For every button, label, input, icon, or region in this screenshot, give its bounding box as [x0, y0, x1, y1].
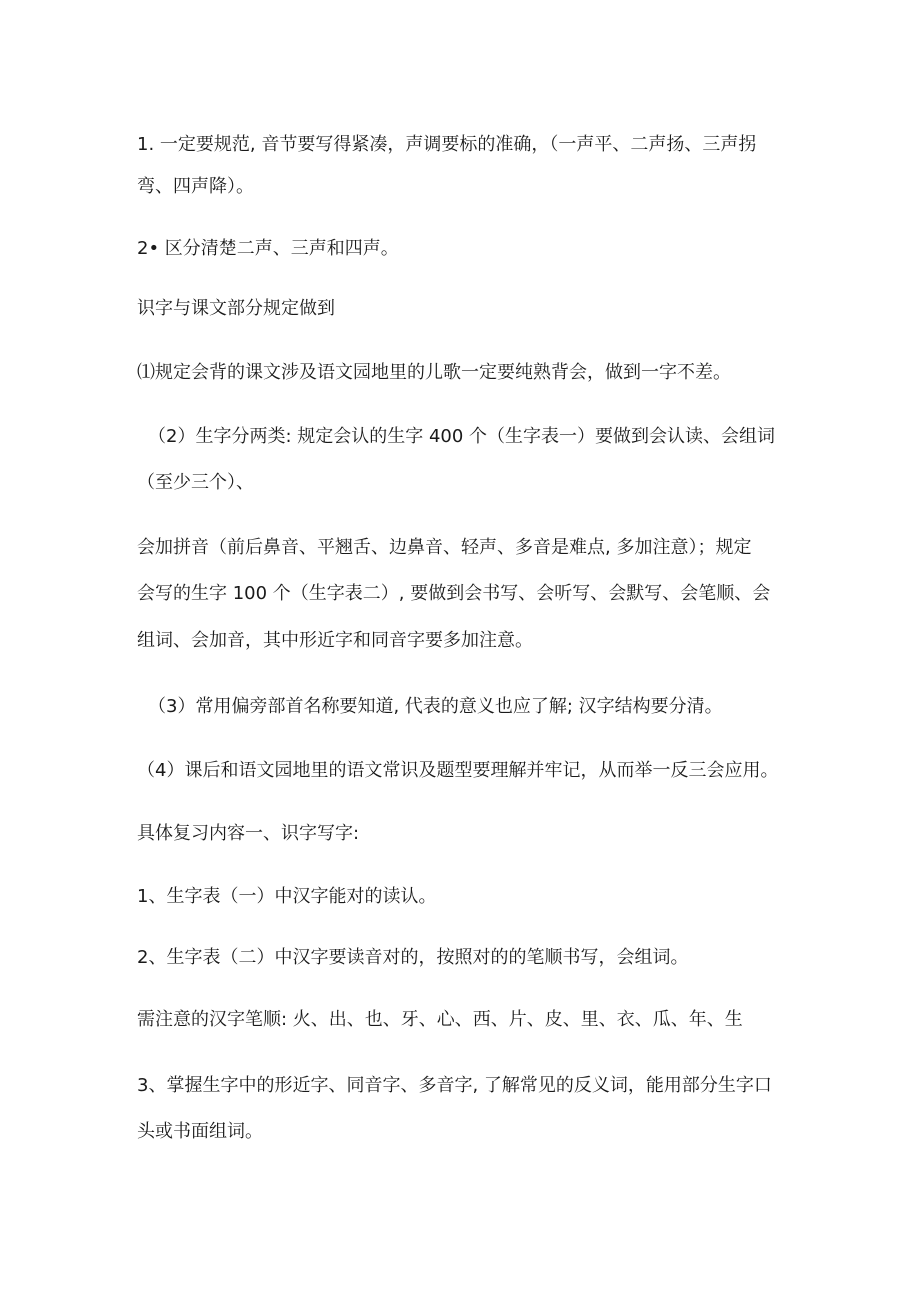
- text-line: 会写的生字 100 个（生字表二）, 要做到会书写、会听写、会默写、会笔顺、会: [137, 583, 771, 604]
- text-line: 组词、会加音，其中形近字和同音字要多加注意。: [137, 630, 533, 651]
- text-line: 3、掌握生字中的形近字、同音字、多音字, 了解常见的反义词，能用部分生字口: [137, 1075, 772, 1096]
- section-heading: 具体复习内容一、识字写字:: [137, 823, 360, 844]
- text-line: （4）课后和语文园地里的语文常识及题型要理解并牢记，从而举一反三会应用。: [137, 760, 779, 781]
- text-line: 2、生字表（二）中汉字要读音对的，按照对的的笔顺书写，会组词。: [137, 947, 689, 968]
- text-line: （至少三个）、: [137, 472, 254, 493]
- section-heading: 识字与课文部分规定做到: [137, 298, 335, 319]
- text-line: ⑴规定会背的课文涉及语文园地里的儿歌一定要纯熟背会，做到一字不差。: [137, 362, 731, 383]
- text-line: 弯、四声降）。: [137, 176, 254, 197]
- text-line: 需注意的汉字笔顺: 火、出、也、牙、心、西、片、皮、里、衣、瓜、年、生: [137, 1009, 743, 1030]
- text-line: 头或书面组词。: [137, 1121, 263, 1142]
- text-line: （3）常用偏旁部首名称要知道, 代表的意义也应了解; 汉字结构要分清。: [148, 696, 723, 717]
- text-line: 1、生字表（一）中汉字能对的读认。: [137, 886, 437, 907]
- text-line: （2）生字分两类: 规定会认的生字 400 个（生字表一）要做到会认读、会组词: [148, 426, 776, 447]
- text-line: 会加拼音（前后鼻音、平翘舌、边鼻音、轻声、多音是难点, 多加注意）；规定: [137, 537, 752, 558]
- text-line: 1. 一定要规范, 音节要写得紧凑，声调要标的准确，（一声平、二声扬、三声拐: [137, 134, 757, 155]
- text-line: 2• 区分清楚二声、三声和四声。: [137, 238, 399, 259]
